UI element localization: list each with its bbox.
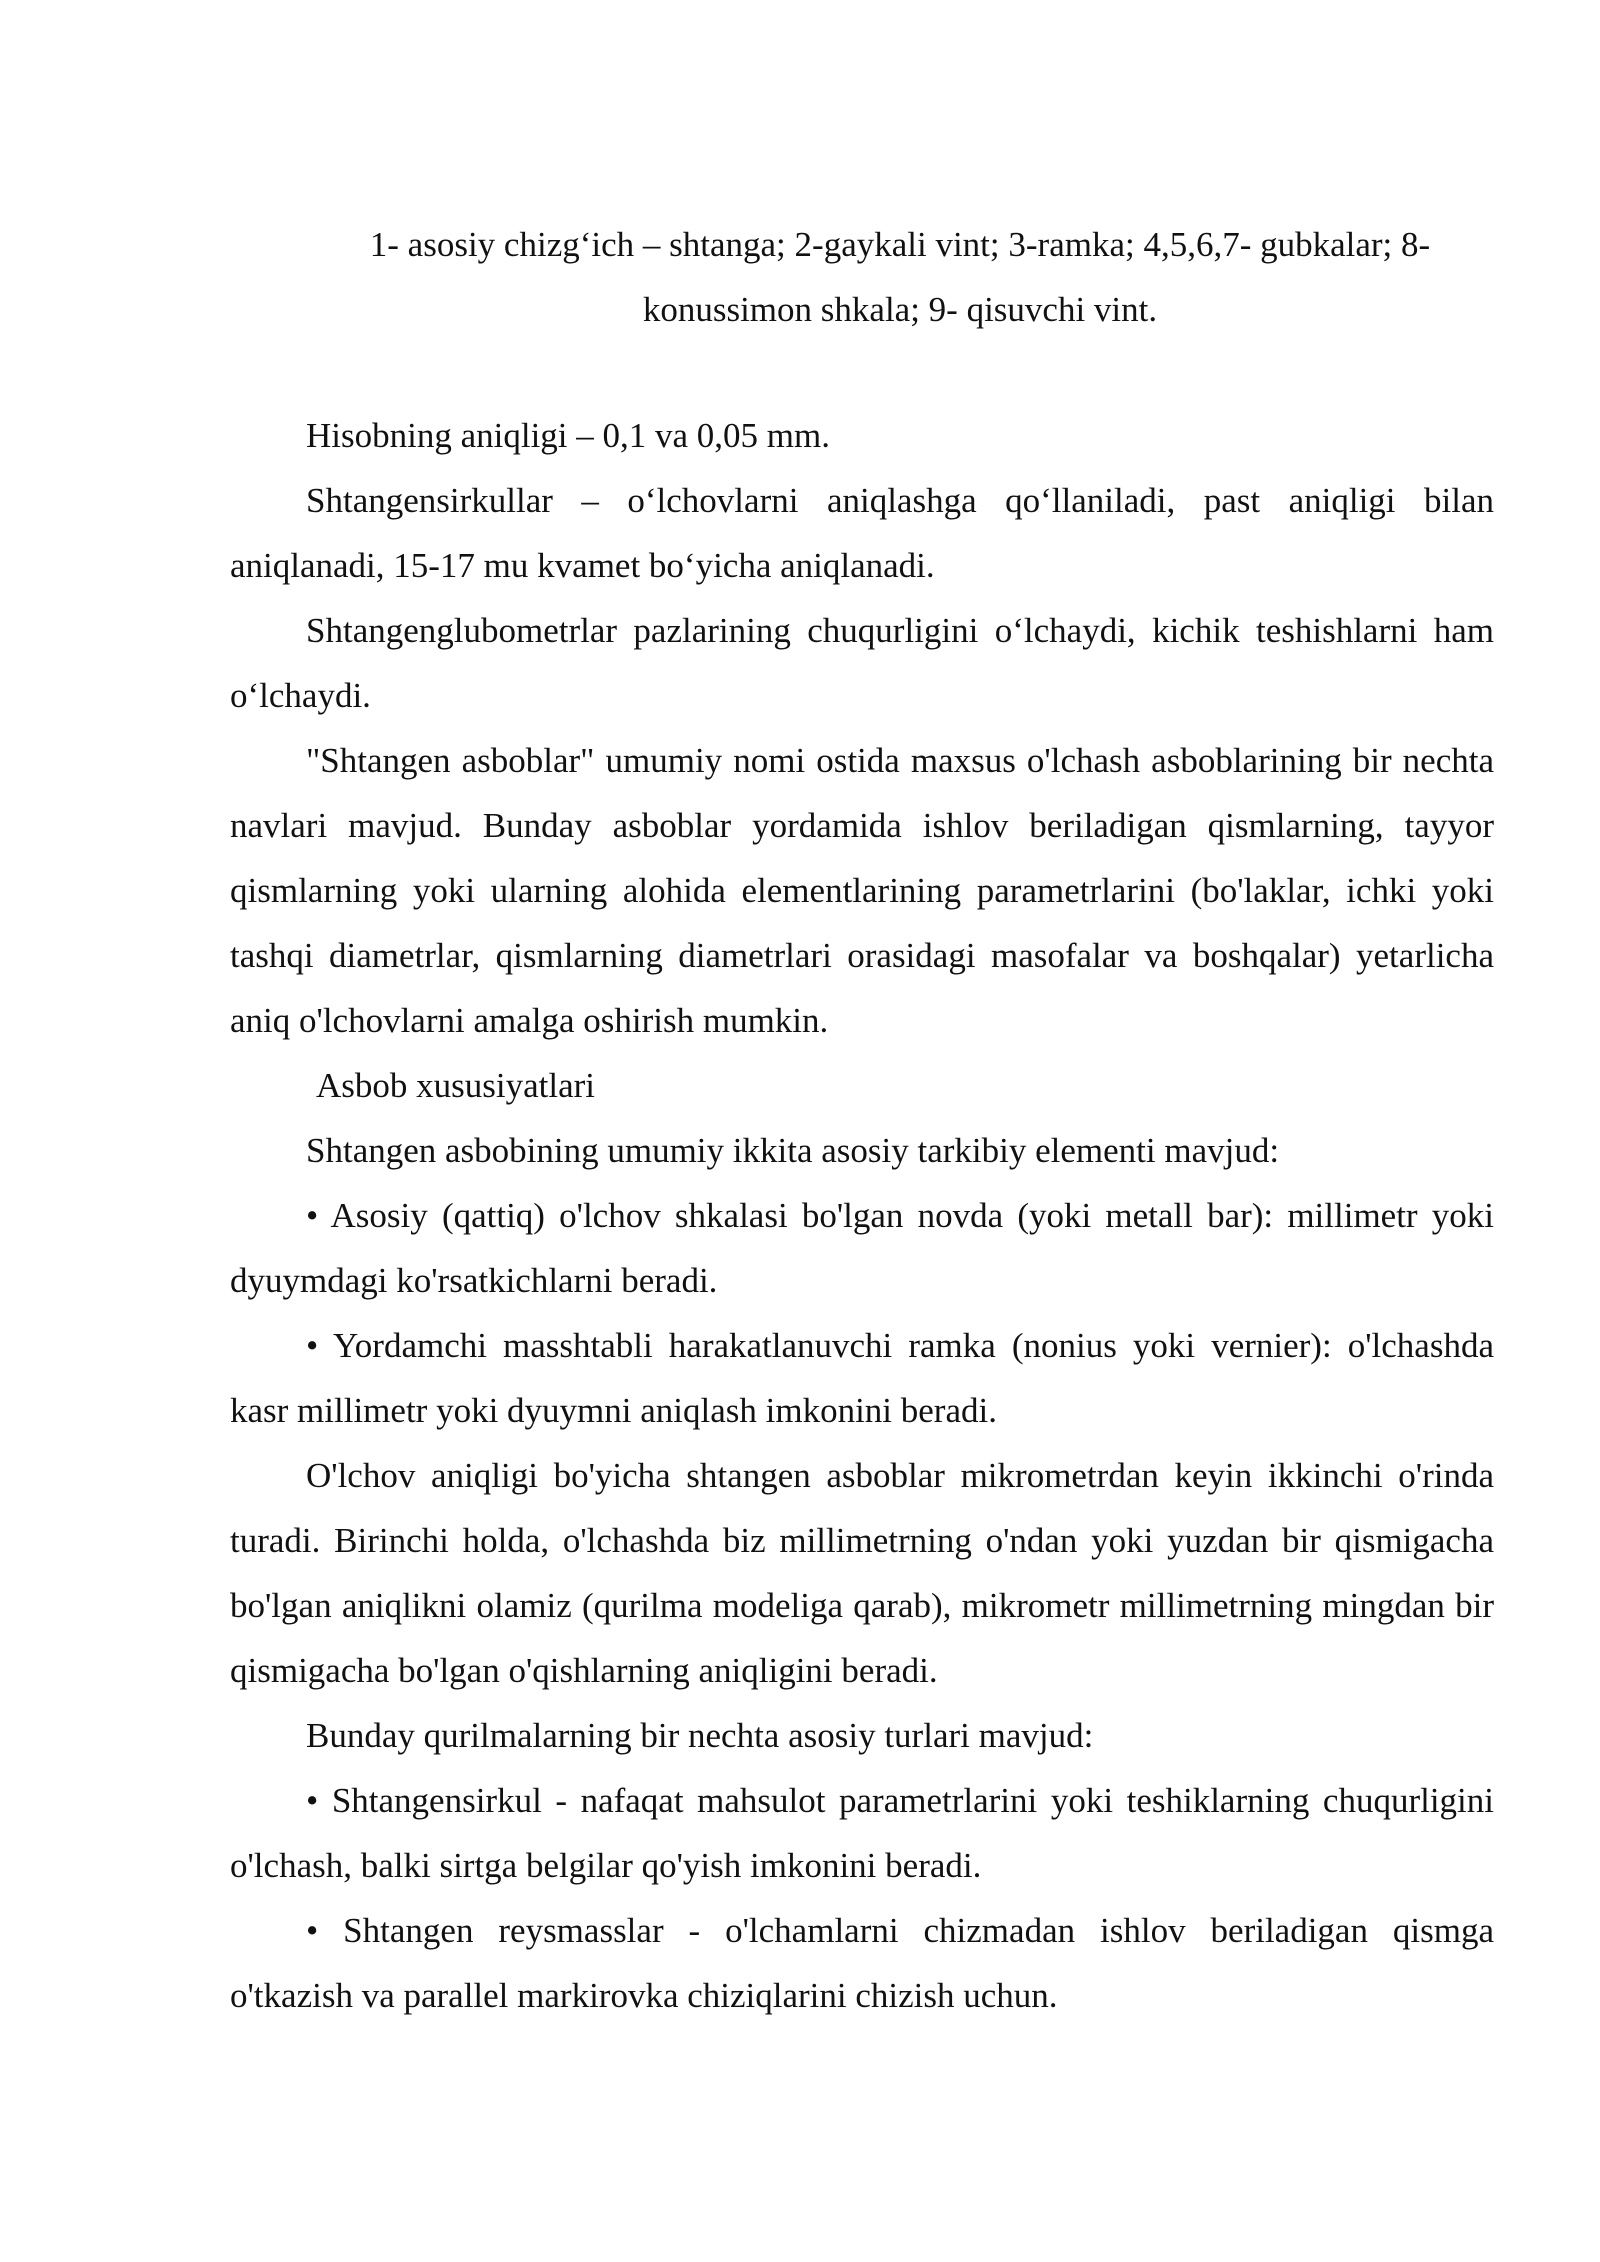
paragraph-shtangen-asboblar: "Shtangen asboblar" umumiy nomi ostida maxsus o'lchash asboblarining bir nechta navlari mavjud. Bunday asboblar yordamida ishlov beriladigan qismlarning, tayyor qismlarning yoki ularning alohida elementlarining parametrlarini (bo'laklar, ichki yoki tashqi diametrlar, qismlarning diametrlari orasidagi masofalar va boshqalar) yetarlicha aniq o'lchovlarni amalga oshirish mumkin. xyxy=(230,741,1494,1040)
section-heading: Asbob xususiyatlari xyxy=(316,1066,596,1105)
bullet-item: • Shtangensirkul - nafaqat mahsulot parametrlarini yoki teshiklarning chuqurligini o'lchash, balki sirtga belgilar qo'yish imkonini beradi. xyxy=(230,1781,1494,1885)
paragraph-accuracy-comparison: O'lchov aniqligi bo'yicha shtangen asboblar mikrometrdan keyin ikkinchi o'rinda turadi. Birinchi holda, o'lchashda biz millimetrning o'ndan yoki yuzdan bir qismigacha bo'lgan aniqlikni olamiz (qurilma modeliga qarab), mikrometr millimetrning mingdan bir qismigacha bo'lgan o'qishlarning aniqligini beradi. xyxy=(230,1456,1494,1690)
bullet-item: • Asosiy (qattiq) o'lchov shkalasi bo'lgan novda (yoki metall bar): millimetr yoki dyuymdagi ko'rsatkichlarni beradi. xyxy=(230,1196,1494,1300)
paragraph-types-intro: Bunday qurilmalarning bir nechta asosiy turlari mavjud: xyxy=(306,1716,1094,1755)
paragraph-shtangensirkullar: Shtangensirkullar – o‘lchovlarni aniqlashga qo‘llaniladi, past aniqligi bilan aniqlanadi, 15-17 mu kvamet bo‘yicha aniqlanadi. xyxy=(230,481,1494,585)
figure-caption: 1- asosiy chizg‘ich – shtanga; 2-gaykali vint; 3-ramka; 4,5,6,7- gubkalar; 8-konussimon shkala; 9- qisuvchi vint. xyxy=(369,225,1431,329)
paragraph-accuracy: Hisobning aniqligi – 0,1 va 0,05 mm. xyxy=(306,416,831,455)
paragraph-elements-intro: Shtangen asbobining umumiy ikkita asosiy tarkibiy elementi mavjud: xyxy=(306,1131,1280,1170)
bullet-item: • Yordamchi masshtabli harakatlanuvchi ramka (nonius yoki vernier): o'lchashda kasr millimetr yoki dyuymni aniqlash imkonini beradi. xyxy=(230,1326,1494,1430)
bullet-item: • Shtangen reysmasslar - o'lchamlarni chizmadan ishlov beriladigan qismga o'tkazish va parallel markirovka chiziqlarini chizish uchun. xyxy=(230,1911,1494,2015)
document-body xyxy=(230,403,1494,2028)
paragraph-shtangenglubometrlar: Shtangenglubometrlar pazlarining chuqurligini o‘lchaydi, kichik teshishlarni ham o‘lchaydi. xyxy=(230,611,1494,715)
